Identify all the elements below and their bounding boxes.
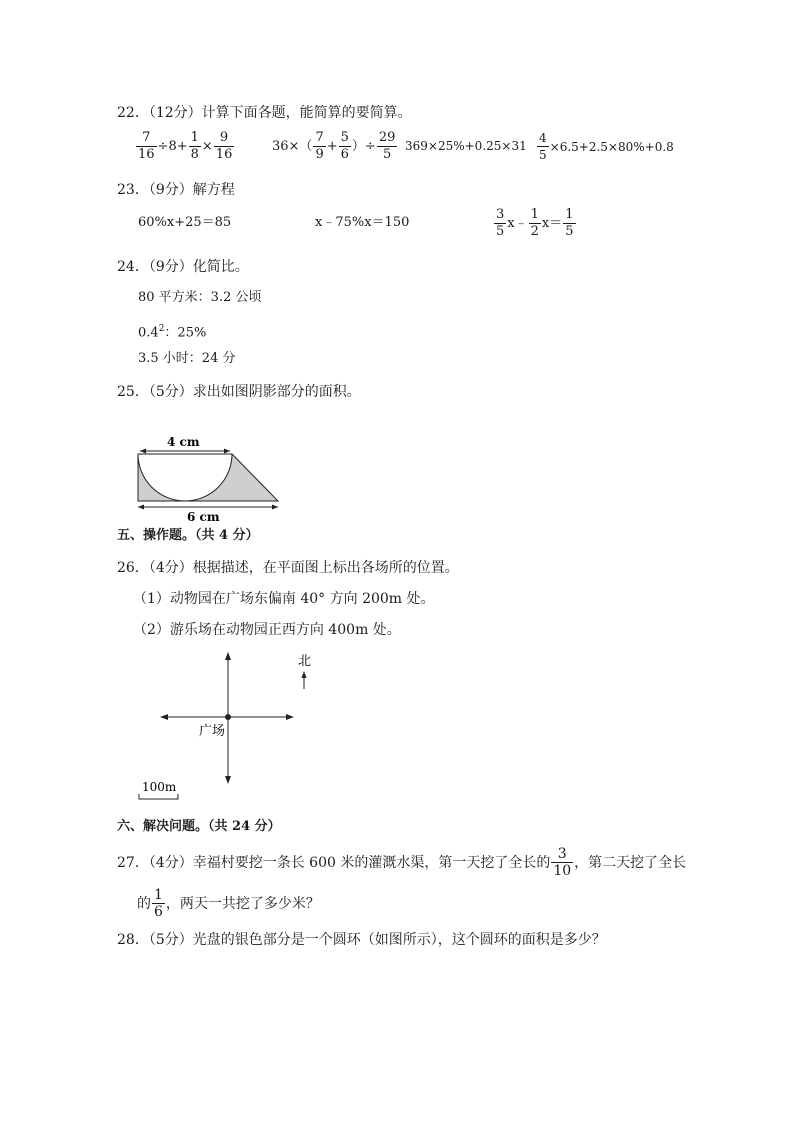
- top-dimension-label: 4 cm: [167, 435, 200, 449]
- fraction: $\frac{9}{16}$: [215, 130, 233, 162]
- scale-label: 100m: [142, 780, 177, 794]
- trapezoid-semicircle-figure: [125, 432, 290, 524]
- q27-line-2: 的 $\frac{1}{6}$ ，两天一共挖了多少米？: [137, 887, 320, 920]
- map-plan-figure: [130, 648, 330, 803]
- north-label: 北: [298, 654, 312, 669]
- fraction: $\frac{7}{9}$: [315, 130, 324, 162]
- q26-item-1: （1）动物园在广场东偏南 40° 方向 200m 处。: [133, 591, 435, 607]
- q25-title: 25．（5分）求出如图阴影部分的面积。: [117, 384, 361, 400]
- fraction: $\frac{1}{8}$: [190, 130, 199, 162]
- q22-expr-3: 369×25%+0.25×31: [405, 139, 527, 153]
- fraction: $\frac{4}{5}$: [539, 131, 547, 162]
- fraction: $\frac{1}{6}$: [154, 887, 163, 920]
- q24-title: 24．（9分）化简比。: [117, 259, 249, 275]
- q22-expr-4: $\frac{4}{5}$ ×6.5+2.5×80%+0.8: [539, 131, 674, 162]
- fraction: $\frac{29}{5}$: [378, 130, 396, 162]
- q28-title: 28．（5分）光盘的银色部分是一个圆环（如图所示），这个圆环的面积是多少？: [117, 932, 606, 948]
- fraction: $\frac{3}{10}$: [553, 846, 572, 879]
- plaza-point: [225, 714, 231, 720]
- q22-title: 22．（12分）计算下面各题，能简算的要简算。: [117, 105, 412, 121]
- q26-title: 26．（4分）根据描述，在平面图上标出各场所的位置。: [117, 560, 459, 576]
- q22-expr-2: 36×（ $\frac{7}{9}$ + $\frac{5}{6}$ ）÷ $\frac{29}{5}$: [272, 130, 396, 162]
- q23-equation-3: $\frac{3}{5}$ x﹣ $\frac{1}{2}$ x＝ $\frac{1}{5}$: [496, 207, 574, 239]
- q27-line-1: 27．（4分）幸福村要挖一条长 600 米的灌溉水渠，第一天挖了全长的 $\frac{3}{10}$ ，第二天挖了全长: [117, 846, 687, 879]
- plaza-label: 广场: [199, 724, 226, 739]
- fraction: $\frac{3}{5}$: [496, 207, 505, 239]
- fraction: $\frac{1}{5}$: [565, 207, 574, 239]
- bottom-dimension-label: 6 cm: [187, 510, 220, 524]
- fraction: $\frac{7}{16}$: [138, 130, 155, 162]
- q23-title: 23．（9分）解方程: [117, 182, 235, 198]
- fraction: $\frac{5}{6}$: [340, 130, 349, 162]
- scale-bar: [139, 794, 178, 799]
- q24-ratio-3: 3.5 小时：24 分: [138, 351, 236, 366]
- fraction: $\frac{1}{2}$: [530, 207, 539, 239]
- section-5-heading: 五、操作题。（共 4 分）: [117, 528, 259, 543]
- q22-expr-1: $\frac{7}{16}$ ÷8+ $\frac{1}{8}$ × $\frac{9}{16}$: [138, 130, 233, 162]
- q23-equation-1: 60%x+25＝85: [138, 215, 232, 230]
- q24-ratio-2: $0.4^2$：25%: [138, 324, 207, 341]
- q24-ratio-1: 80 平方米：3.2 公顷: [138, 290, 262, 305]
- q26-item-2: （2）游乐场在动物园正西方向 400m 处。: [133, 622, 401, 638]
- section-6-heading: 六、解决问题。（共 24 分）: [117, 819, 281, 834]
- q23-equation-2: x﹣75%x＝150: [315, 215, 410, 230]
